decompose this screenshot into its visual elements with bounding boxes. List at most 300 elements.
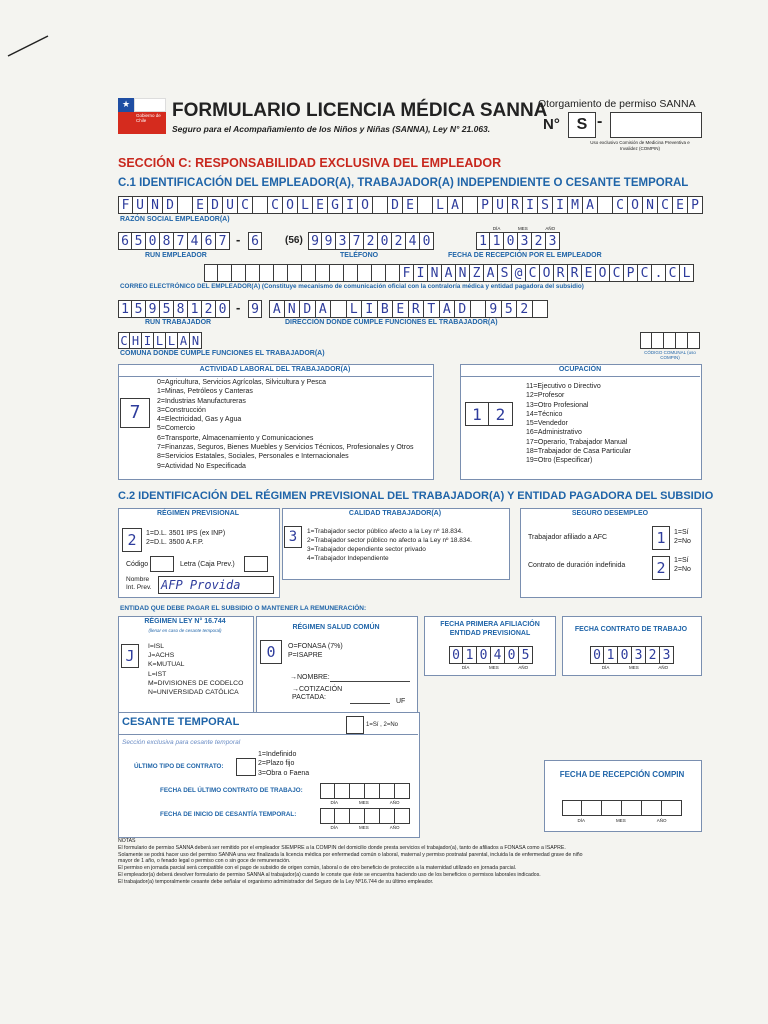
ley-item: J=ACHS: [148, 652, 175, 660]
sub-dia: DÍA: [577, 818, 585, 823]
char-cell: [288, 264, 302, 282]
note-line: El permiso en jornada parcial será compatible con el pago de subsidio de origen común, laboral o de otro beneficio de protección a la maternidad utilizado en jornada parcial.: [118, 865, 517, 872]
char-cell: [372, 264, 386, 282]
afiliacion-sublabels: [452, 665, 538, 670]
char-cell: [316, 264, 330, 282]
star-icon: ★: [122, 99, 131, 109]
char-cell: 8: [160, 232, 174, 250]
pen-mark: [6, 30, 50, 60]
char-cell: [302, 264, 316, 282]
char-cell: P: [478, 196, 493, 214]
afc-options: [674, 528, 691, 547]
char-cell: [246, 264, 260, 282]
codigo-field[interactable]: [150, 556, 174, 572]
char-cell: 7: [174, 232, 188, 250]
ocupacion-item: 11=Ejecutivo o Directivo: [526, 383, 601, 390]
char-cell: 4: [188, 232, 202, 250]
char-cell: 2: [392, 232, 406, 250]
char-cell: A: [442, 264, 456, 282]
char-cell: 2: [532, 232, 546, 250]
permit-label: Otorgamiento de permiso SANNA: [538, 98, 696, 110]
afiliacion-field[interactable]: [449, 646, 533, 664]
afiliacion-title: FECHA PRIMERA AFILIACIÓN ENTIDAD PREVISIONAL: [440, 621, 540, 637]
char-cell: 1: [465, 402, 489, 426]
ocupacion-divider: [460, 376, 700, 377]
cesante-exclusiva: Sección exclusiva para cesante temporal: [122, 739, 241, 746]
char-cell: 5: [502, 300, 518, 318]
char-cell: Z: [470, 264, 484, 282]
char-cell: 2: [489, 402, 513, 426]
char-cell: 0: [216, 300, 230, 318]
char-cell: 9: [248, 300, 262, 318]
char-cell: [274, 264, 288, 282]
char-cell: [395, 783, 410, 799]
run-trabajador-dv[interactable]: [248, 300, 262, 318]
ocupacion-item: 14=Técnico: [526, 410, 563, 418]
run-dash: -: [236, 232, 241, 247]
sub-mes: MES: [358, 800, 369, 805]
char-cell: N: [190, 332, 202, 349]
c1-title: C.1 IDENTIFICACIÓN DEL EMPLEADOR(A), TRABAJADOR(A) INDEPENDIENTE O CESANTE TEMPORAL: [118, 177, 689, 189]
comuna-field[interactable]: [118, 332, 202, 349]
char-cell: O: [596, 264, 610, 282]
gobierno-logo: [118, 98, 168, 138]
char-cell: T: [424, 300, 440, 318]
sub-ano: AÑO: [545, 226, 556, 231]
char-cell: D: [455, 300, 471, 318]
phone-prefix: (56): [285, 235, 303, 246]
fecha-recepcion-field[interactable]: [476, 232, 560, 250]
regimen-value-text: 2: [127, 531, 137, 549]
char-cell: 0: [420, 232, 434, 250]
calidad-item: 3=Trabajador dependiente sector privado: [307, 546, 426, 553]
fecha-inicio-sub: [320, 825, 410, 830]
email-field[interactable]: [204, 264, 694, 282]
fecha-ultimo-field[interactable]: [320, 783, 410, 799]
char-cell: 1: [188, 300, 202, 318]
fecha-inicio-field[interactable]: [320, 808, 410, 824]
char-cell: A: [269, 300, 285, 318]
salud-nombre-label: →NOMBRE:: [290, 674, 330, 681]
char-cell: C: [610, 264, 624, 282]
ley-value-text: J: [125, 647, 135, 665]
ley-title: RÉGIMEN LEY N° 16.744: [144, 618, 226, 625]
char-cell: 3: [632, 646, 646, 664]
char-cell: [365, 808, 380, 824]
char-cell: P: [688, 196, 703, 214]
run-empleador-label: RUN EMPLEADOR: [145, 252, 207, 259]
tipo-item: 1=Indefinido: [258, 751, 297, 758]
char-cell: I: [414, 264, 428, 282]
actividad-item: 5=Comercio: [157, 425, 195, 433]
phone-field[interactable]: [308, 232, 434, 250]
char-cell: A: [440, 300, 456, 318]
sub-dia: DÍA: [330, 800, 338, 805]
char-cell: [178, 196, 193, 214]
actividad-item: 8=Servicios Estatales, Sociales, Personales e Internacionales: [157, 453, 349, 461]
note-line: El trabajador(a) temporalmente cesante debe señalar el organismo administrador del Seguro de la Ley Nº16.744 de su último empleador.: [118, 878, 434, 885]
char-cell: 0: [449, 646, 463, 664]
ocupacion-item: 15=Vendedor: [526, 420, 568, 428]
ocupacion-list: [526, 382, 631, 466]
char-cell: 9: [486, 300, 502, 318]
char-cell: [380, 808, 395, 824]
char-cell: 3: [546, 232, 560, 250]
note-line: Solamente se podrá hacer uso del permiso SANNA una vez finalizada la licencia médica por enfermedad común o laboral, maternal y permiso postnatal parental, incluida la de enfermedad grave de niño: [118, 851, 583, 858]
char-cell: [335, 783, 350, 799]
recepcion-compin-field[interactable]: [562, 800, 682, 816]
permit-number-s[interactable]: [568, 112, 596, 138]
char-cell: L: [680, 264, 694, 282]
char-cell: [358, 264, 372, 282]
opt-no: 2=No: [674, 538, 691, 546]
char-cell: L: [166, 332, 178, 349]
char-cell: [344, 264, 358, 282]
char-cell: [204, 264, 218, 282]
char-cell: [373, 196, 388, 214]
char-cell: [640, 332, 652, 349]
char-cell: [676, 332, 688, 349]
char-cell: 0: [477, 646, 491, 664]
fecha-ultimo-label: FECHA DEL ÚLTIMO CONTRATO DE TRABAJO:: [160, 787, 303, 794]
char-cell: 2: [364, 232, 378, 250]
permit-number-prefix-value: S: [576, 116, 588, 133]
char-cell: C: [658, 196, 673, 214]
char-cell: [664, 332, 676, 349]
salud-value-text: 0: [266, 643, 276, 661]
char-cell: 4: [491, 646, 505, 664]
actividad-item: 6=Transporte, Almacenamiento y Comunicaciones: [157, 434, 314, 442]
sub-dia: DÍA: [601, 665, 610, 670]
ocupacion-item: 13=Otro Profesional: [526, 401, 589, 409]
char-cell: E: [393, 300, 409, 318]
contrato-field[interactable]: [590, 646, 674, 664]
notes: [118, 838, 708, 886]
char-cell: D: [163, 196, 178, 214]
afc-value[interactable]: [652, 526, 670, 550]
tipo-item: 2=Plazo fijo: [258, 760, 295, 768]
char-cell: N: [148, 196, 163, 214]
uf-label: UF: [396, 698, 406, 705]
contrato-title: FECHA CONTRATO DE TRABAJO: [574, 626, 688, 633]
char-cell: [253, 196, 268, 214]
char-cell: 1: [490, 232, 504, 250]
direccion-label: DIRECCIÓN DONDE CUMPLE FUNCIONES EL TRABAJADOR(A): [285, 319, 498, 326]
actividad-item: 2=Industrias Manufactureras: [157, 397, 246, 405]
char-cell: O: [540, 264, 554, 282]
nombre-field[interactable]: [158, 576, 274, 594]
sub-ano: AÑO: [658, 665, 669, 670]
run-trabajador-dash: -: [236, 300, 241, 315]
char-cell: E: [403, 196, 418, 214]
char-cell: L: [154, 332, 166, 349]
char-cell: 2: [646, 646, 660, 664]
char-cell: H: [130, 332, 142, 349]
char-cell: [418, 196, 433, 214]
char-cell: I: [343, 196, 358, 214]
char-cell: 5: [519, 646, 533, 664]
char-cell: N: [643, 196, 658, 214]
regimen-item: 2=D.L. 3500 A.F.P.: [146, 539, 204, 547]
char-cell: C: [238, 196, 253, 214]
recepcion-compin-sub: [562, 818, 682, 823]
char-cell: C: [268, 196, 283, 214]
sub-dia: DÍA: [492, 226, 501, 231]
ley-sub: (llenar en caso de cesante temporal): [148, 628, 222, 633]
indef-value[interactable]: [652, 556, 670, 580]
fecha-recepcion-sublabels: [484, 226, 564, 231]
char-cell: [331, 300, 347, 318]
actividad-item: 4=Electricidad, Gas y Agua: [157, 416, 242, 424]
calidad-value[interactable]: [284, 526, 302, 548]
char-cell: F: [400, 264, 414, 282]
sub-mes: MES: [488, 665, 499, 670]
char-cell: 9: [308, 232, 322, 250]
seguro-panel: [520, 508, 702, 598]
contrato-sublabels: [592, 665, 678, 670]
char-cell: A: [178, 332, 190, 349]
char-cell: N: [428, 264, 442, 282]
char-cell: L: [347, 300, 363, 318]
char-cell: [688, 332, 700, 349]
nombre-label: Nombre Int. Prev.: [126, 576, 152, 591]
char-cell: @: [512, 264, 526, 282]
char-cell: 2: [517, 300, 533, 318]
char-cell: 6: [248, 232, 262, 250]
indef-label: Contrato de duración indefinida: [528, 562, 626, 569]
char-cell: 1: [463, 646, 477, 664]
permit-number-field[interactable]: [610, 112, 702, 138]
char-cell: M: [568, 196, 583, 214]
char-cell: I: [553, 196, 568, 214]
sub-mes: MES: [628, 665, 639, 670]
salud-value[interactable]: [260, 640, 282, 664]
calidad-item: 2=Trabajador sector público no afecto a la Ley nº 18.834.: [307, 537, 472, 544]
char-cell: [380, 783, 395, 799]
char-cell: 6: [202, 232, 216, 250]
opt-no: 2=No: [674, 566, 691, 574]
char-cell: [662, 800, 682, 816]
opt-si: 1=Sí: [674, 529, 689, 536]
indef-value-text: 2: [656, 559, 666, 577]
number-dash: -: [597, 113, 603, 130]
char-cell: 3: [336, 232, 350, 250]
char-cell: 9: [322, 232, 336, 250]
char-cell: [652, 332, 664, 349]
calidad-items: [307, 527, 472, 563]
regimen-items: [146, 529, 225, 548]
char-cell: A: [583, 196, 598, 214]
ley-item: K=MUTUAL: [148, 661, 185, 669]
cesante-title: CESANTE TEMPORAL: [122, 716, 240, 728]
char-cell: [320, 783, 335, 799]
calidad-item: 1=Trabajador sector público afecto a la Ley nº 18.834.: [307, 528, 463, 535]
char-cell: S: [538, 196, 553, 214]
tipo-contrato-label: ÚLTIMO TIPO DE CONTRATO:: [134, 763, 224, 770]
char-cell: B: [378, 300, 394, 318]
calidad-value-text: 3: [288, 529, 298, 545]
ocupacion-value[interactable]: [465, 402, 513, 426]
char-cell: R: [409, 300, 425, 318]
char-cell: 1: [476, 232, 490, 250]
sub-dia: DÍA: [461, 665, 470, 670]
actividad-item: 3=Construcción: [157, 406, 206, 414]
ley-item: M=DIVISIONES DE CODELCO: [148, 679, 244, 687]
char-cell: E: [313, 196, 328, 214]
sub-mes: MES: [517, 226, 528, 231]
char-cell: [562, 800, 582, 816]
char-cell: O: [283, 196, 298, 214]
ley-value[interactable]: [121, 644, 139, 668]
compin-note: Uso exclusivo Comisión de Medicina Preventiva e Invalidez (COMPIN): [590, 140, 690, 151]
char-cell: D: [208, 196, 223, 214]
char-cell: O: [358, 196, 373, 214]
actividad-value[interactable]: [120, 398, 150, 428]
cesante-si-no: 1=Sí , 2=No: [366, 722, 399, 728]
sub-ano: AÑO: [518, 665, 529, 670]
char-cell: C: [118, 332, 130, 349]
codigo-comunal-field[interactable]: [640, 332, 700, 349]
char-cell: 0: [146, 232, 160, 250]
char-cell: I: [142, 332, 154, 349]
salud-nombre-line[interactable]: [330, 681, 410, 682]
char-cell: 1: [604, 646, 618, 664]
indef-options: [674, 556, 691, 575]
char-cell: I: [523, 196, 538, 214]
actividad-item: 1=Minas, Petróleos y Canteras: [157, 388, 253, 396]
char-cell: C: [666, 264, 680, 282]
ley-item: L=IST: [148, 670, 167, 678]
form-subtitle: Seguro para el Acompañamiento de los Niños y Niñas (SANNA), Ley N° 21.063.: [172, 124, 491, 134]
char-cell: 7: [216, 232, 230, 250]
run-empleador-dv[interactable]: [248, 232, 262, 250]
char-cell: [232, 264, 246, 282]
regimen-value[interactable]: [122, 528, 142, 552]
char-cell: 8: [174, 300, 188, 318]
char-cell: 7: [350, 232, 364, 250]
char-cell: 5: [160, 300, 174, 318]
salud-nombre-text: NOMBRE:: [297, 674, 330, 681]
char-cell: P: [624, 264, 638, 282]
letra-label: Letra (Caja Prev.): [180, 561, 235, 568]
razon-social-field[interactable]: [118, 196, 703, 214]
letra-field[interactable]: [244, 556, 268, 572]
char-cell: R: [568, 264, 582, 282]
calidad-title: CALIDAD TRABAJADOR(A): [348, 510, 442, 517]
char-cell: 0: [505, 646, 519, 664]
note-line: El empleador(a) deberá devolver formulario de permiso SANNA al trabajador(a) cuando le conste que éste se encuentra haciendo uso de los beneficios o permisos laborales indicados.: [118, 871, 541, 878]
ocupacion-item: 19=Otro (Especificar): [526, 457, 593, 465]
note-line: El formulario de permiso SANNA deberá ser remitido por el empleador SIEMPRE a la COMPIN del domicilio donde presta servicios el trabajador(a), tanto de afiliados a FONASA como a ISAPRE.: [118, 844, 566, 851]
ocupacion-item: 17=Operario, Trabajador Manual: [526, 438, 628, 446]
char-cell: [471, 300, 487, 318]
char-cell: S: [498, 264, 512, 282]
salud-item: P=ISAPRE: [288, 652, 323, 660]
char-cell: 0: [504, 232, 518, 250]
fecha-inicio-label: FECHA DE INICIO DE CESANTÍA TEMPORAL:: [160, 811, 297, 818]
actividad-divider: [118, 376, 432, 377]
char-cell: 5: [132, 232, 146, 250]
section-c-title: SECCIÓN C: RESPONSABILIDAD EXCLUSIVA DEL EMPLEADOR: [118, 156, 502, 170]
char-cell: [395, 808, 410, 824]
char-cell: U: [133, 196, 148, 214]
actividad-value-text: 7: [129, 402, 141, 423]
char-cell: [582, 800, 602, 816]
char-cell: [320, 808, 335, 824]
char-cell: [598, 196, 613, 214]
comuna-label: COMUNA DONDE CUMPLE FUNCIONES EL TRABAJADOR(A): [120, 350, 325, 357]
razon-social-label: RAZÓN SOCIAL EMPLEADOR(A): [120, 216, 230, 223]
cesante-value[interactable]: [346, 716, 364, 734]
tipo-contrato-items: [258, 750, 309, 778]
sub-dia: DÍA: [330, 825, 338, 830]
run-trabajador-label: RUN TRABAJADOR: [145, 319, 212, 326]
sub-ano: AÑO: [389, 800, 400, 805]
ocupacion-item: 16=Administrativo: [526, 429, 582, 437]
actividad-item: 9=Actividad No Especificada: [157, 462, 246, 470]
char-cell: O: [628, 196, 643, 214]
cotizacion-text: COTIZACIÓN PACTADA:: [292, 686, 343, 701]
logo-text: Gobierno de Chile: [136, 113, 161, 123]
afc-label: Trabajador afiliado a AFC: [528, 534, 608, 541]
char-cell: [386, 264, 400, 282]
direccion-field[interactable]: [269, 300, 548, 318]
tipo-contrato-field[interactable]: [236, 758, 256, 776]
char-cell: C: [613, 196, 628, 214]
email-label: CORREO ELECTRÓNICO DEL EMPLEADOR(A) (Constituye mecanismo de comunicación oficial con la contraloría médica y entidad pagadora del subsidio): [120, 283, 584, 290]
c2-title: C.2 IDENTIFICACIÓN DEL RÉGIMEN PREVISIONAL DEL TRABAJADOR(A) Y ENTIDAD PAGADORA DEL SUBSIDIO: [118, 490, 714, 502]
ocupacion-item: 18=Trabajador de Casa Particular: [526, 448, 631, 456]
codigo-label: Código: [126, 561, 149, 568]
char-cell: N: [285, 300, 301, 318]
ley-item: N=UNIVERSIDAD CATÓLICA: [148, 689, 239, 697]
char-cell: 4: [406, 232, 420, 250]
char-cell: A: [448, 196, 463, 214]
char-cell: N: [456, 264, 470, 282]
calidad-item: 4=Trabajador Independiente: [307, 555, 389, 562]
ocupacion-title: OCUPACIÓN: [558, 366, 602, 373]
actividad-item: 7=Finanzas, Seguros, Bienes Muebles y Servicios Técnicos, Profesionales y Otros: [157, 444, 414, 452]
char-cell: [218, 264, 232, 282]
run-empleador-field[interactable]: [118, 232, 230, 250]
nombre-value: AFP Provida: [161, 578, 241, 592]
actividad-list: [157, 378, 413, 471]
char-cell: G: [328, 196, 343, 214]
char-cell: R: [508, 196, 523, 214]
opt-si: 1=Sí: [674, 557, 689, 564]
char-cell: U: [493, 196, 508, 214]
actividad-item: 0=Agricultura, Servicios Agrícolas, Silvicultura y Pesca: [157, 379, 327, 386]
char-cell: [260, 264, 274, 282]
sub-mes: MES: [358, 825, 369, 830]
char-cell: [533, 300, 549, 318]
notes-title: NOTAS: [118, 838, 136, 844]
ley-item: I=ISL: [148, 643, 165, 650]
char-cell: C: [638, 264, 652, 282]
cotizacion-line[interactable]: [350, 703, 390, 704]
char-cell: [463, 196, 478, 214]
ocupacion-item: 12=Profesor: [526, 392, 565, 400]
char-cell: 3: [660, 646, 674, 664]
char-cell: U: [223, 196, 238, 214]
run-trabajador-field[interactable]: [118, 300, 230, 318]
entidad-label: ENTIDAD QUE DEBE PAGAR EL SUBSIDIO O MANTENER LA REMUNERACIÓN:: [120, 605, 367, 612]
char-cell: L: [433, 196, 448, 214]
recepcion-compin-title: FECHA DE RECEPCIÓN COMPIN: [559, 770, 685, 779]
seguro-title: SEGURO DESEMPLEO: [571, 510, 649, 517]
sub-mes: MES: [615, 818, 626, 823]
fecha-ultimo-sub: [320, 800, 410, 805]
